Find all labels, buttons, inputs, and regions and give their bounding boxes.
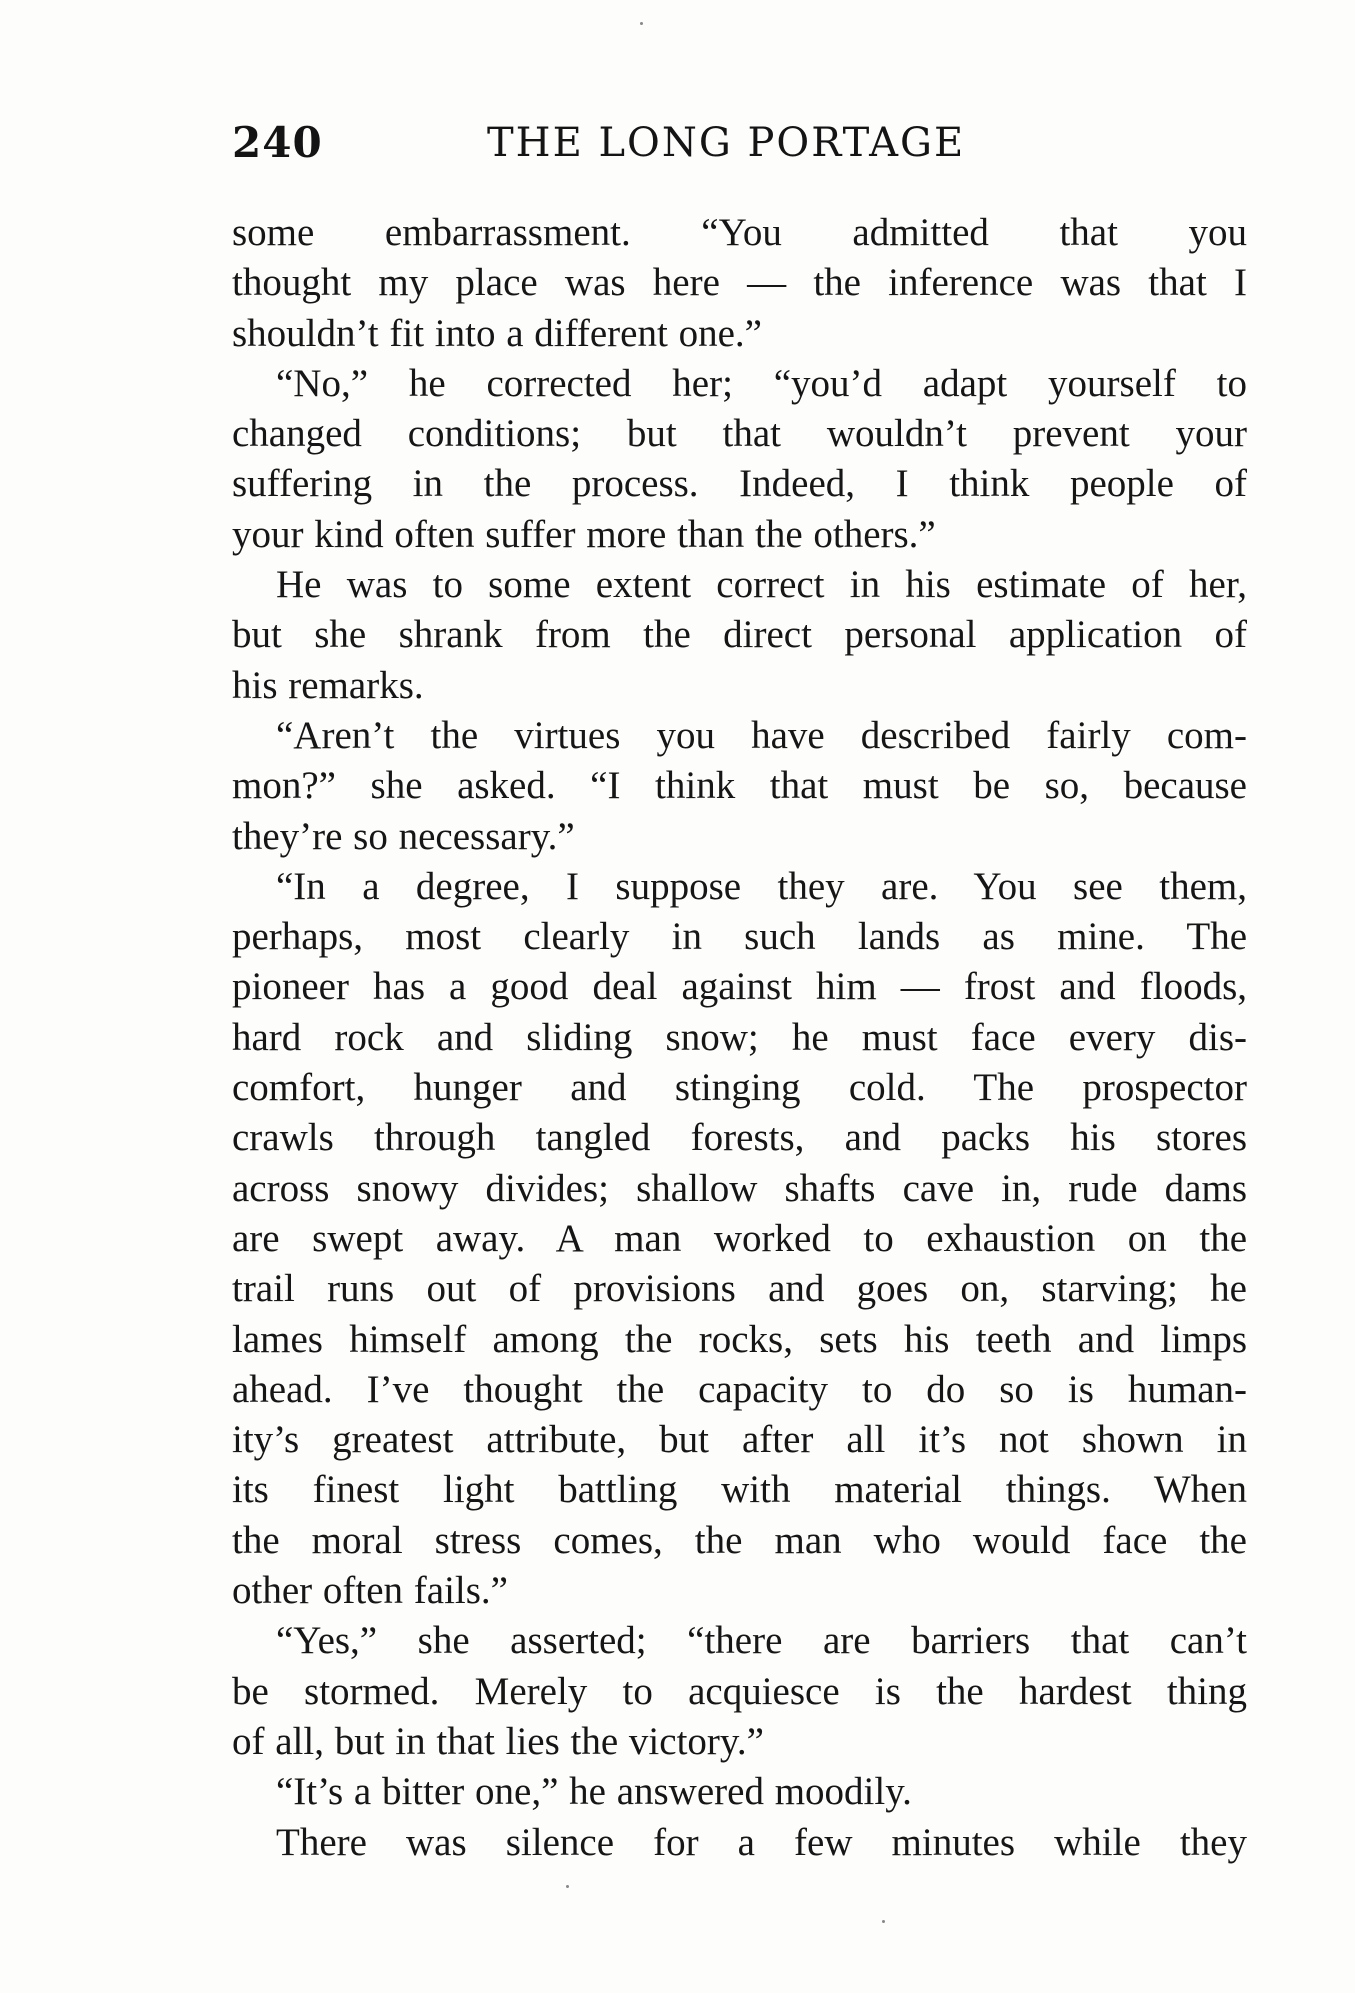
text-line: perhaps, most clearly in such lands as mine. The bbox=[232, 915, 1247, 959]
text-line: shouldn’t fit into a different one.” bbox=[232, 311, 762, 355]
text-line: they’re so necessary.” bbox=[232, 814, 575, 858]
text-line: but she shrank from the direct personal application of bbox=[232, 613, 1247, 657]
text-line: are swept away. A man worked to exhaustion on the bbox=[232, 1216, 1247, 1260]
paper-speck bbox=[566, 1885, 569, 1888]
page-number: 240 bbox=[232, 118, 323, 167]
body-text bbox=[232, 208, 1247, 1868]
text-line: ahead. I’ve thought the capacity to do so is human- bbox=[232, 1367, 1247, 1411]
text-line: be stormed. Merely to acquiesce is the hardest thing bbox=[232, 1669, 1247, 1713]
text-line: of all, but in that lies the victory.” bbox=[232, 1719, 764, 1763]
text-line: trail runs out of provisions and goes on, starving; he bbox=[232, 1267, 1247, 1311]
text-line: “In a degree, I suppose they are. You see them, bbox=[276, 864, 1247, 908]
text-line: changed conditions; but that wouldn’t prevent your bbox=[232, 412, 1247, 456]
text-line: thought my place was here — the inference was that I bbox=[232, 261, 1247, 305]
text-line: comfort, hunger and stinging cold. The prospector bbox=[232, 1066, 1247, 1110]
text-line: some embarrassment. “You admitted that you bbox=[232, 211, 1247, 254]
text-line: your kind often suffer more than the others.” bbox=[232, 512, 936, 556]
running-title: THE LONG PORTAGE bbox=[487, 120, 966, 166]
text-line: There was silence for a few minutes while they bbox=[276, 1820, 1247, 1864]
page-header bbox=[232, 118, 1242, 178]
text-line: “It’s a bitter one,” he answered moodily. bbox=[276, 1770, 912, 1814]
text-line: other often fails.” bbox=[232, 1569, 508, 1613]
text-line: pioneer has a good deal against him — frost and floods, bbox=[232, 965, 1247, 1009]
paper-speck bbox=[640, 22, 643, 25]
text-line: “Aren’t the virtues you have described fairly com- bbox=[276, 713, 1247, 757]
text-line: ity’s greatest attribute, but after all it’s not shown in bbox=[232, 1418, 1247, 1462]
text-line: suffering in the process. Indeed, I think people of bbox=[232, 462, 1247, 506]
text-line: his remarks. bbox=[232, 663, 424, 707]
paper-speck bbox=[882, 1920, 885, 1923]
text-line: “No,” he corrected her; “you’d adapt yourself to bbox=[276, 361, 1247, 405]
text-line: the moral stress comes, the man who would face the bbox=[232, 1518, 1247, 1562]
text-line: crawls through tangled forests, and packs his stores bbox=[232, 1116, 1247, 1160]
text-line: its finest light battling with material things. When bbox=[232, 1468, 1247, 1512]
text-line: hard rock and sliding snow; he must face every dis- bbox=[232, 1015, 1247, 1059]
text-line: across snowy divides; shallow shafts cave in, rude dams bbox=[232, 1166, 1247, 1210]
text-line: He was to some extent correct in his estimate of her, bbox=[276, 563, 1247, 607]
text-line: lames himself among the rocks, sets his teeth and limps bbox=[232, 1317, 1247, 1361]
text-line: “Yes,” she asserted; “there are barriers that can’t bbox=[276, 1619, 1247, 1663]
text-line: mon?” she asked. “I think that must be so, because bbox=[232, 764, 1247, 808]
